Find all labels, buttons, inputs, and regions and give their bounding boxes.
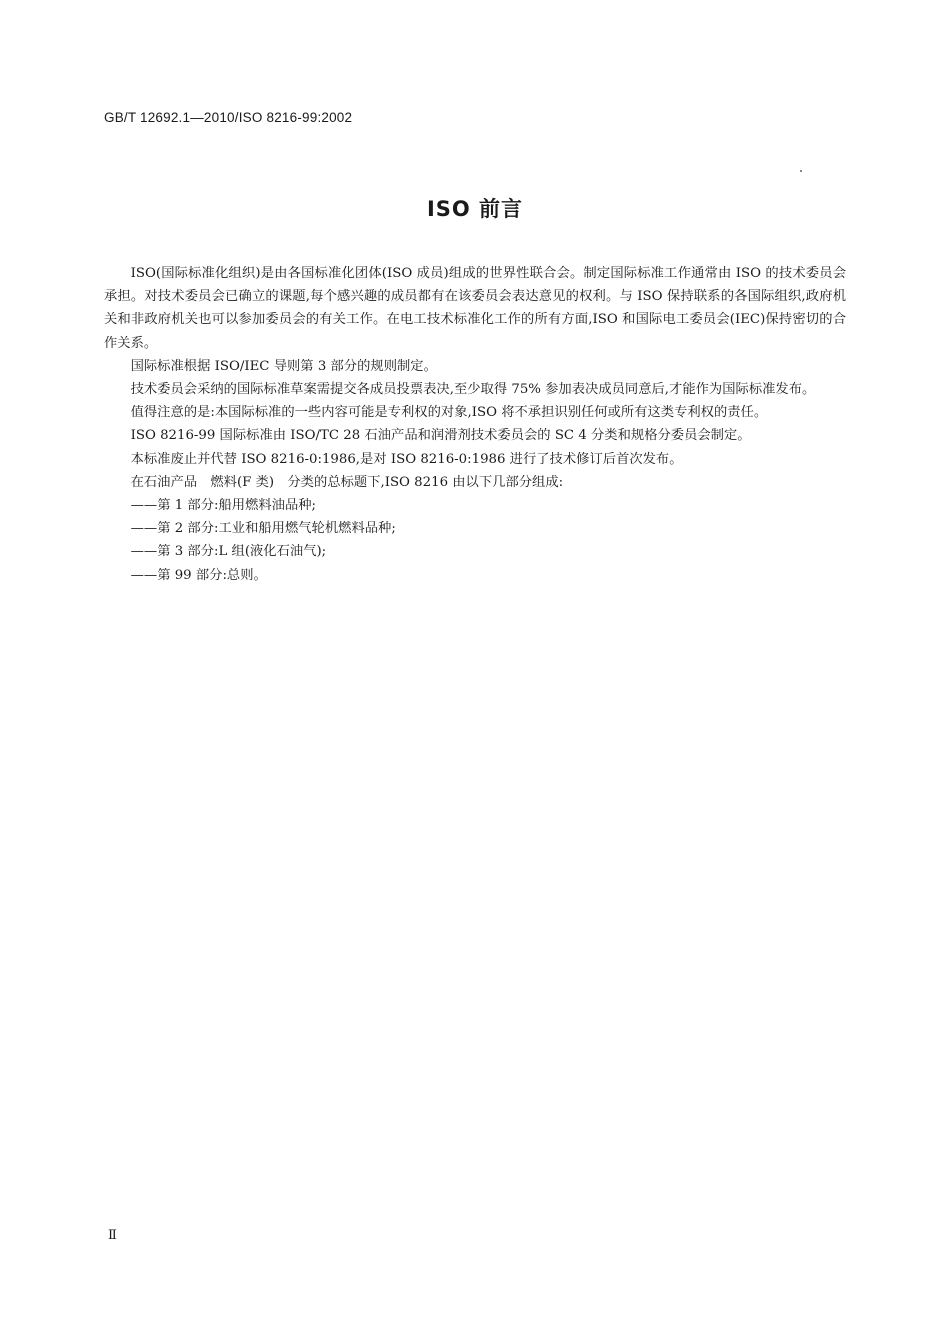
document-code: GB/T 12692.1—2010/ISO 8216-99:2002 [104,110,353,125]
list-item: ——第 1 部分:船用燃料油品种; [130,498,317,514]
paragraph-patent: 值得注意的是:本国际标准的一些内容可能是专利权的对象,ISO 将不承担识别任何或所有这类专利权的责任。 [130,405,768,421]
paragraph-parts-intro: 在石油产品 燃料(F 类) 分类的总标题下,ISO 8216 由以下几部分组成: [130,474,564,490]
list-item: ——第 2 部分:工业和船用燃气轮机燃料品种; [130,521,396,537]
paragraph-iso-intro: ISO(国际标准化组织)是由各国标准化团体(ISO 成员)组成的世界性联合会。制定国际标准工作通常由 ISO 的技术委员会承担。对技术委员会已确立的课题,每个感兴趣的成员都有在该委员会表达意见的权利。与 ISO 保持联系的各国际组织,政府机关和非政府机关也可以参加委员会的有关工作。在电工技术标准化工作的所有方面,ISO 和国际电工委员会(IEC)保持密切的合作关系。 [104,266,846,351]
paragraph-replacement: 本标准废止并代替 ISO 8216-0:1986,是对 ISO 8216-0:1986 进行了技术修订后首次发布。 [130,451,683,467]
page-title: ISO 前言 [426,197,524,221]
paragraph-committee: ISO 8216-99 国际标准由 ISO/TC 28 石油产品和润滑剂技术委员会的 SC 4 分类和规格分委员会制定。 [130,428,751,444]
scan-speck [800,170,802,172]
page-number: Ⅱ [108,1228,117,1243]
foreword-body [104,262,846,587]
paragraph-directives: 国际标准根据 ISO/IEC 导则第 3 部分的规则制定。 [130,358,437,374]
paragraph-voting: 技术委员会采纳的国际标准草案需提交各成员投票表决,至少取得 75% 参加表决成员同意后,才能作为国际标准发布。 [130,382,816,398]
list-item: ——第 99 部分:总则。 [130,567,267,583]
list-item: ——第 3 部分:L 组(液化石油气); [130,544,327,560]
